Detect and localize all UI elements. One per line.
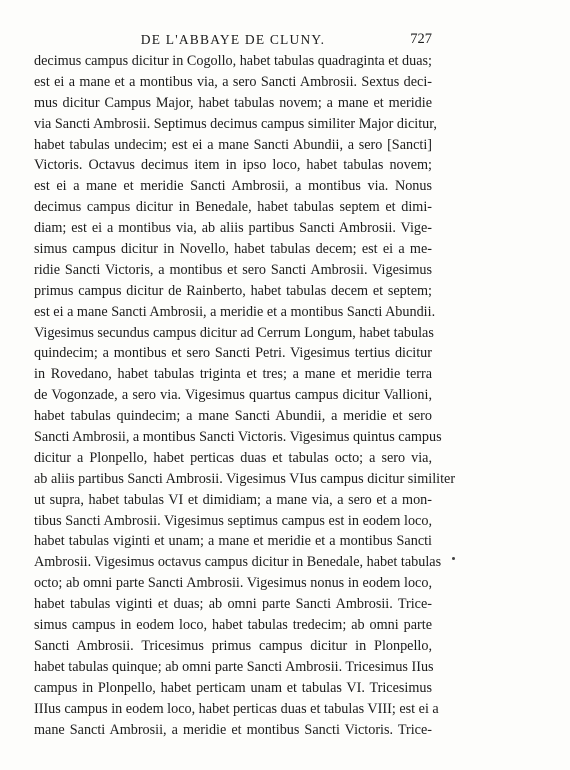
text-line: Sancti Ambrosii, a montibus Sancti Victoris. Vigesimus quintus campus (34, 429, 442, 446)
text-line: quindecim; a montibus et sero Sancti Petri. Vigesimus tertius dicitur (34, 345, 432, 362)
text-line: simus campus dicitur in Novello, habet tabulas decem; est ei a me- (34, 241, 432, 258)
text-line: est ei a mane Sancti Ambrosii, a meridie et a montibus Sancti Abundii. (34, 303, 436, 320)
text-line: tibus Sancti Ambrosii. Vigesimus septimus campus est in eodem loco, (34, 512, 432, 529)
text-line: dicitur a Plonpello, habet perticas duas et tabulas octo; a sero via, (34, 449, 432, 466)
text-line: mane Sancti Ambrosii, a meridie et montibus Sancti Victoris. Trice- (34, 721, 432, 738)
text-line: habet tabulas undecim; est ei a mane Sancti Abundii, a sero [Sancti] (34, 136, 432, 153)
text-line: Victoris. Octavus decimus item in ipso loco, habet tabulas novem; (34, 157, 432, 174)
text-line: de Vogonzade, a sero via. Vigesimus quartus campus dicitur Vallioni, (34, 387, 432, 404)
page-number: 727 (410, 31, 432, 47)
text-line: IIIus campus in eodem loco, habet perticas duas et tabulas VIII; est ei a (34, 700, 439, 717)
text-line: Vigesimus secundus campus dicitur ad Cerrum Longum, habet tabulas (34, 324, 434, 341)
text-line: primus campus dicitur de Rainberto, habet tabulas decem et septem; (34, 282, 432, 299)
text-line: decimus campus dicitur in Cogollo, habet tabulas quadraginta et duas; (34, 53, 432, 69)
text-line: habet tabulas viginti et unam; a mane et meridie et a montibus Sancti (34, 533, 432, 550)
text-line: habet tabulas quinque; ab omni parte Sancti Ambrosii. Tricesimus IIus (34, 658, 434, 675)
text-line: campus in Plonpello, habet perticam unam et tabulas VI. Tricesimus (34, 679, 432, 696)
text-line: est ei a mane et a montibus via, a sero Sancti Ambrosii. Sextus deci- (34, 73, 432, 90)
text-line: Sancti Ambrosii. Tricesimus primus campus dicitur in Plonpello, (34, 637, 432, 654)
text-line: simus campus in eodem loco, habet tabulas tredecim; ab omni parte (34, 617, 432, 634)
text-line: octo; ab omni parte Sancti Ambrosii. Vigesimus nonus in eodem loco, (34, 575, 432, 592)
ink-speck (452, 557, 455, 560)
text-line: est ei a mane et meridie Sancti Ambrosii, a montibus via. Nonus (34, 178, 432, 195)
text-line: in Rovedano, habet tabulas triginta et tres; a mane et meridie terra (34, 366, 432, 383)
text-line: diam; est ei a montibus via, ab aliis partibus Sancti Ambrosii. Vige- (34, 220, 432, 237)
text-line: ab aliis partibus Sancti Ambrosii. Vigesimus VIus campus dicitur similiter (34, 470, 456, 487)
text-line: habet tabulas viginti et duas; ab omni parte Sancti Ambrosii. Trice- (34, 596, 432, 613)
running-title: DE L'ABBAYE DE CLUNY. (140, 32, 326, 47)
text-line: habet tabulas quindecim; a mane Sancti Abundii, a meridie et sero (34, 408, 432, 425)
page-header (34, 30, 432, 52)
text-line: decimus campus dicitur in Benedale, habet tabulas septem et dimi- (34, 199, 432, 216)
text-line: Ambrosii. Vigesimus octavus campus dicitur in Benedale, habet tabulas (34, 554, 442, 571)
text-line: ridie Sancti Victoris, a montibus et sero Sancti Ambrosii. Vigesimus (34, 261, 432, 278)
text-line: via Sancti Ambrosii. Septimus decimus campus similiter Major dicitur, (34, 115, 437, 132)
body-text (34, 51, 456, 740)
text-line: mus dicitur Campus Major, habet tabulas novem; a mane et meridie (34, 94, 432, 111)
text-line: ut supra, habet tabulas VI et dimidiam; a mane via, a sero et a mon- (34, 491, 432, 508)
